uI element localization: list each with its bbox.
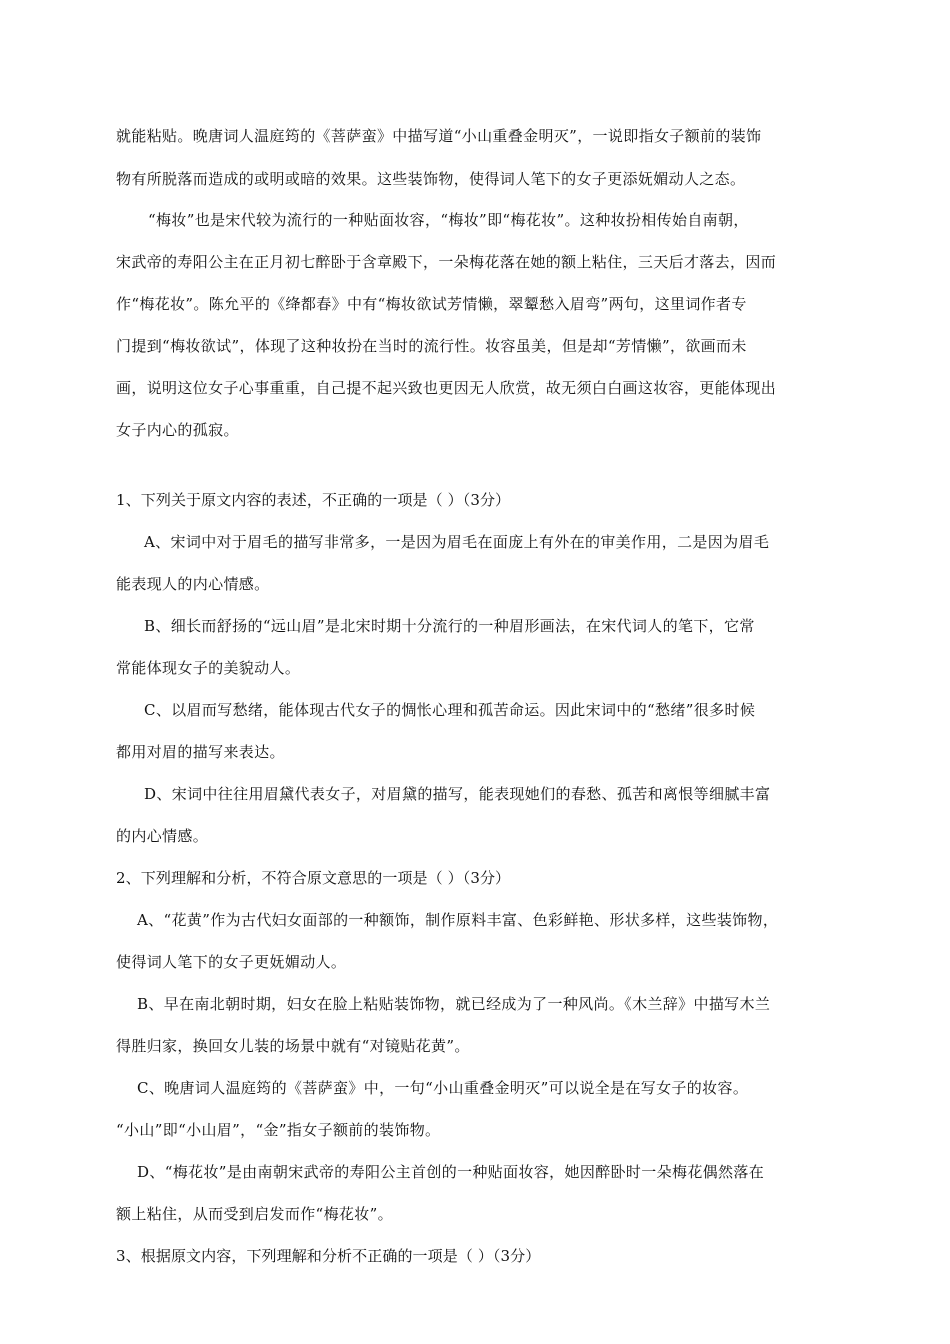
question-1-option-c-line-1: C、以眉而写愁绪，能体现古代女子的惆怅心理和孤苦命运。因此宋词中的“愁绪”很多时候 bbox=[144, 701, 756, 719]
question-2-option-d-line-2: 额上粘住，从而受到启发而作“梅花妆”。 bbox=[116, 1205, 393, 1223]
passage-p2-line-2: 宋武帝的寿阳公主在正月初七醉卧于含章殿下，一朵梅花落在她的额上粘住，三天后才落去，因而 bbox=[116, 253, 777, 271]
passage-p2-line-6: 女子内心的孤寂。 bbox=[116, 421, 239, 439]
question-2-stem: 2、下列理解和分析，不符合原文意思的一项是（ ）（3分） bbox=[116, 869, 511, 887]
question-3-stem: 3、根据原文内容，下列理解和分析不正确的一项是（ ）（3分） bbox=[116, 1247, 541, 1265]
question-2-option-c-line-2: “小山”即“小山眉”，“金”指女子额前的装饰物。 bbox=[116, 1121, 441, 1139]
question-1-option-a-line-2: 能表现人的内心情感。 bbox=[116, 575, 270, 593]
question-1-option-d-line-1: D、宋词中往往用眉黛代表女子，对眉黛的描写，能表现她们的春愁、孤苦和离恨等细腻丰富 bbox=[144, 785, 771, 803]
passage-p1-line-2: 物有所脱落而造成的或明或暗的效果。这些装饰物，使得词人笔下的女子更添妩媚动人之态。 bbox=[116, 170, 746, 188]
passage-p2-line-4: 门提到“梅妆欲试”，体现了这种妆扮在当时的流行性。妆容虽美，但是却“芳情懒”，欲画而未 bbox=[116, 337, 747, 355]
passage-p2-line-5: 画，说明这位女子心事重重，自己提不起兴致也更因无人欣赏，故无须白白画这妆容，更能体现出 bbox=[116, 379, 777, 397]
question-2-option-b-line-2: 得胜归家，换回女儿装的场景中就有“对镜贴花黄”。 bbox=[116, 1037, 470, 1055]
question-1-option-b-line-2: 常能体现女子的美貌动人。 bbox=[116, 659, 301, 677]
question-1-stem: 1、下列关于原文内容的表述，不正确的一项是（ ）（3分） bbox=[116, 491, 511, 509]
question-1-option-c-line-2: 都用对眉的描写来表达。 bbox=[116, 743, 285, 761]
question-2-option-a-line-2: 使得词人笔下的女子更妩媚动人。 bbox=[116, 953, 347, 971]
question-1-option-d-line-2: 的内心情感。 bbox=[116, 827, 209, 845]
question-2-option-c-line-1: C、晚唐词人温庭筠的《菩萨蛮》中，一句“小山重叠金明灭”可以说全是在写女子的妆容。 bbox=[137, 1079, 749, 1097]
question-1-option-a-line-1: A、宋词中对于眉毛的描写非常多，一是因为眉毛在面庞上有外在的审美作用，二是因为眉毛 bbox=[144, 533, 770, 551]
passage-p2-line-3: 作“梅花妆”。陈允平的《绛都春》中有“梅妆欲试芳情懒，翠颦愁入眉弯”两句，这里词作者专 bbox=[116, 295, 747, 313]
passage-p2-line-1: “梅妆”也是宋代较为流行的一种贴面妆容，“梅妆”即“梅花妆”。这种妆扮相传始自南朝， bbox=[148, 211, 749, 229]
question-1-option-b-line-1: B、细长而舒扬的“远山眉”是北宋时期十分流行的一种眉形画法，在宋代词人的笔下，它常 bbox=[144, 617, 755, 635]
passage-p1-line-1: 就能粘贴。晚唐词人温庭筠的《菩萨蛮》中描写道“小山重叠金明灭”，一说即指女子额前的装饰 bbox=[116, 127, 762, 145]
question-2-option-d-line-1: D、“梅花妆”是由南朝宋武帝的寿阳公主首创的一种贴面妆容，她因醉卧时一朵梅花偶然落在 bbox=[137, 1163, 765, 1181]
question-2-option-b-line-1: B、早在南北朝时期，妇女在脸上粘贴装饰物，就已经成为了一种风尚。《木兰辞》中描写木兰 bbox=[137, 995, 771, 1013]
question-2-option-a-line-1: A、“花黄”作为古代妇女面部的一种额饰，制作原料丰富、色彩鲜艳、形状多样，这些装饰物， bbox=[137, 911, 779, 929]
